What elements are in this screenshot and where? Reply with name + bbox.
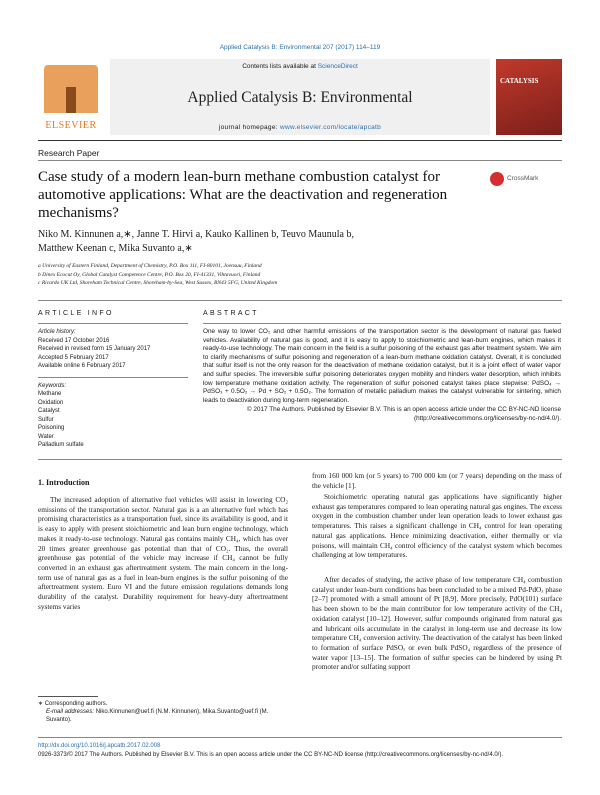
footnotes xyxy=(38,700,288,724)
intro-paragraph-1: The increased adoption of alternative fuel vehicles will assist in lowering CO₂ emissions of the transportation sector. Natural gas is a an alternative fuel which has promising characteristics as a transportation fuel, since its availability is good, and it is easy to apply with present stoichiometric and lean burn engine technology, which makes it ready-to-use technology. Natural gas contains mainly CH₄, which has over 20 times greater greenhouse gas potential than that of CO₂. Thus, the overall greenhouse gas potential of the vehicle may increase if CH₄ cannot be fully converted in an exhaust gas aftertreatment system. The main concern in the long-term use of natural gas as a fuel in lean-burn engines is the sulfur poisoning of the aftertreatment system. Euro VI and the future emission regulations demands long durability of the catalyst. Durability requirement for heavy-duty aftertreatment systems varies xyxy=(38,495,288,611)
article-type: Research Paper xyxy=(38,148,100,158)
history-label: Article history: xyxy=(38,329,76,335)
history-online: Available online 6 February 2017 xyxy=(38,363,126,369)
journal-citation[interactable]: Applied Catalysis B: Environmental 207 (2017) 114–119 xyxy=(219,44,381,51)
keyword: Water xyxy=(38,433,54,440)
keyword: Catalyst xyxy=(38,408,60,414)
abstract-heading: ABSTRACT xyxy=(203,310,259,317)
journal-header xyxy=(38,59,562,135)
affiliation-c: c Ricardo UK Ltd, Shoreham Technical Centre, Shoreham-by-Sea, West Sussex, BN43 5FG, United Kingdom xyxy=(38,280,278,286)
author-list xyxy=(38,228,518,256)
contents-prefix: Contents lists available at xyxy=(242,63,318,70)
keywords-block xyxy=(38,377,188,450)
footer-license: 0926-3373/© 2017 The Authors. Published by Elsevier B.V. This is an open access article under the CC BY-NC-ND license (http://creativecommons.org/licenses/by-nc-nd/4.0/). xyxy=(38,752,503,758)
cover-title: CATALYSIS xyxy=(500,77,539,85)
sciencedirect-link[interactable]: ScienceDirect xyxy=(317,63,358,70)
homepage-line xyxy=(110,124,490,131)
crossmark-badge[interactable] xyxy=(490,170,558,190)
email-label: E-mail addresses: xyxy=(46,709,96,715)
abstract-section xyxy=(203,310,561,424)
affiliation-divider xyxy=(38,300,562,301)
history-received: Received 17 October 2016 xyxy=(38,337,110,344)
journal-cover-image xyxy=(496,59,562,135)
keyword: Palladium sulfate xyxy=(38,442,84,448)
journal-banner xyxy=(110,59,490,135)
email-addresses[interactable]: Niko.Kinnunen@uef.fi (N.M. Kinnunen), Mika.Suvanto@uef.fi (M. Suvanto). xyxy=(46,709,269,723)
intro-heading: 1. Introduction xyxy=(38,478,90,487)
article-info-heading: ARTICLE INFO xyxy=(38,310,114,317)
corresponding-note: ∗ Corresponding authors. xyxy=(38,701,108,707)
article-title: Case study of a modern lean-burn methane combustion catalyst for automotive applications: What are the deactivation and regeneration mechanisms? xyxy=(38,169,448,221)
article-info xyxy=(38,310,188,450)
front-matter-divider xyxy=(38,459,562,460)
keyword: Methane xyxy=(38,391,62,397)
keywords-label: Keywords: xyxy=(38,382,67,389)
footer-divider xyxy=(38,737,562,738)
keyword: Oxidation xyxy=(38,399,64,406)
journal-title: Applied Catalysis B: Environmental xyxy=(187,89,413,106)
abstract-text: One way to lower CO₂ and other harmful emissions of the transportation sector is the development of natural gas fueled vehicles. Availability of natural gas is good, and it is easy to apply to stoichiometric and lean-burn engines, which makes it ready-to-use technology. The main concern in the field is a sulfur poisoning of the exhaust gas after treatment system. We aim to clarify mechanisms of sulfur poisoning and regeneration of a lean-burn methane oxidation catalyst. Overall, it is concluded that sulfur itself is not the only reason for the deactivation of methane oxidation catalyst, but it is a joint effect of water vapor and sulfur species. The irreversible sulfur poisoning deteriorates oxygen mobility and hinders water desorption, which inhibits low temperature methane oxidation activity. The regeneration of sulfur poisoned catalyst takes place stepwise: PdSO₄ → PdSO₃ + 0.5O₂ → Pd + SO₂ + 0.5O₂. The formation of metallic palladium makes the catalyst vulnerable for sintering, which leads to deactivation during long-term regeneration. xyxy=(203,323,561,405)
intro-paragraph-2: Stoichiometric operating natural gas applications have significantly higher exhaust gas temperatures compared to lean operating natural gas engines. The excess oxygen in the combustion chamber under lean operation leads to lower exhaust gas temperatures. This raises a significant challenge in CH₄ control for lean operating natural gas applications. Hence minimizing deactivation, either thermally or via poisons, will maintain CH₄ control efficiency of the catalyst system which becomes challenging at low temperatures. xyxy=(312,492,562,560)
affiliation-a: a University of Eastern Finland, Department of Chemistry, P.O. Box 111, FI-80101, Joensuu, Finland xyxy=(38,263,262,269)
abstract-license[interactable]: © 2017 The Authors. Published by Elsevier B.V. This is an open access article under the CC BY-NC-ND license (http://creativecommons.org/licenses/by-nc-nd/4.0/). xyxy=(246,406,561,422)
keyword: Sulfur xyxy=(38,416,54,423)
contents-line xyxy=(110,63,490,70)
homepage-prefix: journal homepage: xyxy=(218,124,280,131)
authors-line-1: Niko M. Kinnunen a,∗, Janne T. Hirvi a, Kauko Kallinen b, Teuvo Maunula b, xyxy=(38,229,354,240)
doi-link[interactable]: http://dx.doi.org/10.1016/j.apcatb.2017.02.008 xyxy=(38,743,161,749)
keyword: Poisoning xyxy=(38,425,65,431)
footnote-rule xyxy=(38,696,98,697)
email-note xyxy=(38,708,288,724)
elsevier-logo xyxy=(38,59,104,135)
history-revised: Received in revised form 15 January 2017 xyxy=(38,346,151,352)
header-divider xyxy=(38,140,562,141)
tree-icon xyxy=(44,65,98,113)
affiliation-b: b Dinex Ecocat Oy, Global Catalyst Competence Centre, P.O. Box 20, FI-41331, Vihtavuori, Finland xyxy=(38,271,261,278)
authors-line-2: Matthew Keenan c, Mika Suvanto a,∗ xyxy=(38,243,193,254)
history-accepted: Accepted 5 February 2017 xyxy=(38,354,109,361)
intro-col2-continuation: from 160 000 km (or 5 years) to 700 000 km (or 7 years) depending on the mass of the vehicle [1]. xyxy=(312,471,562,490)
history-block xyxy=(38,323,188,371)
crossmark-icon xyxy=(490,172,504,186)
intro-paragraph-3: After decades of studying, the active phase of low temperature CH₄ combustion catalyst under lean-burn conditions has been concluded to be a mixed Pd-PdOₓ phase [2–7] promoted with a small amount of Pt [8,9]. More precisely, PdO(101) surface has been shown to be the main contributor for low temperature activity of the CH₄ oxidation catalyst [10–12]. However, sulfur compounds originated from natural gas and lubricant oils accumulate in the catalyst in long-term use and decrease its low temperature CH₄ conversion activity. The deactivation of the catalyst has been linked to formation of surface PdSOₓ or even bulk PdSO₄ regardless of the presence of water vapor [13–15]. The formation of sulfur species can be hindered by using Pt promoter and/or sulfating support xyxy=(312,575,562,672)
crossmark-label: CrossMark xyxy=(507,175,539,182)
homepage-link[interactable]: www.elsevier.com/locate/apcatb xyxy=(279,124,382,131)
publisher-name: ELSEVIER xyxy=(45,120,97,131)
type-divider xyxy=(38,160,562,161)
affiliations xyxy=(38,262,518,288)
